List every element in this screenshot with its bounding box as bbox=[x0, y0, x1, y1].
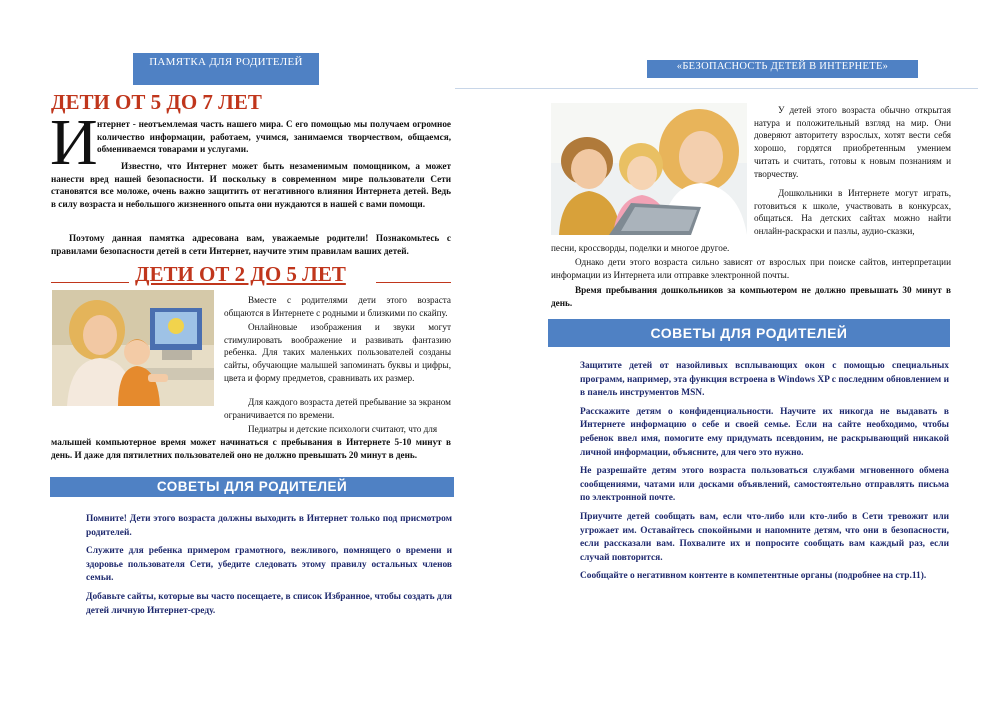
right-advice-header: СОВЕТЫ ДЛЯ РОДИТЕЛЕЙ bbox=[548, 319, 950, 347]
right-paragraph-2b: песни, кроссворды, поделки и многое другое. bbox=[551, 243, 730, 253]
title-2-5-line bbox=[51, 282, 129, 283]
right-advice-item: Сообщайте о негативном контенте в компетентные органы (подробнее на стр.11). bbox=[580, 571, 927, 582]
dropcap: И bbox=[50, 106, 98, 179]
title-2-5: ДЕТИ ОТ 2 ДО 5 ЛЕТ bbox=[135, 262, 346, 286]
title-5-7: ДЕТИ ОТ 5 ДО 7 ЛЕТ bbox=[51, 90, 262, 114]
intro-paragraph-1: нтернет - неотъемлемая часть нашего мира. С его помощью мы получаем огромное количество информации, работаем, учимся, занимаемся творчеством, общаемся, обмениваемся товарами и услугами. bbox=[97, 119, 451, 155]
right-header-tag: «БЕЗОПАСНОСТЬ ДЕТЕЙ В ИНТЕРНЕТЕ» bbox=[647, 60, 918, 78]
left-advice-header: СОВЕТЫ ДЛЯ РОДИТЕЛЕЙ bbox=[50, 477, 454, 497]
left-advice-item: Служите для ребенка примером грамотного, вежливого, помнящего о времени и здоровье пользователя Сети, убедите следовать этому правилу остальных членов семьи. bbox=[86, 546, 452, 584]
left-advice-list bbox=[86, 513, 452, 623]
right-paragraph-2a: Дошкольники в Интернете могут играть, готовиться к школе, участвовать в конкурсах, общаться. На детских сайтах можно найти онлайн-раскраски и пазлы, аудио-сказки, bbox=[754, 188, 951, 237]
body-paragraph-5: Онлайновые изображения и звуки могут стимулировать воображение и развивать фантазию ребенка. Для таких маленьких пользователей созданы сайты, обучающие малышей запоминать буквы и цифры, цвета и форму предметов, сравнивать их размер. bbox=[224, 322, 451, 383]
intro-paragraph-3: Поэтому данная памятка адресована вам, уважаемые родители! Познакомьтесь с правилами безопасности детей в сети Интернет, научите этим правилам ваших детей. bbox=[51, 233, 451, 256]
photo-mother-child-computer bbox=[52, 290, 214, 406]
left-advice-item: Помните! Дети этого возраста должны выходить в Интернет только под присмотром родителей. bbox=[86, 514, 452, 538]
photo-family-laptop bbox=[551, 103, 747, 235]
right-advice-item: Защитите детей от назойливых всплывающих окон с помощью специальных программ, например, эта функция встроена в Windows XP с последним обновлением и в панель инструментов MSN. bbox=[580, 361, 949, 399]
body-paragraph-7a: Педиатры и детские психологи считают, что для bbox=[248, 424, 438, 434]
left-advice-item: Добавьте сайты, которые вы часто посещаете, в список Избранное, чтобы создать для детей личную Интернет-среду. bbox=[86, 591, 452, 616]
left-header-tag: ПАМЯТКА ДЛЯ РОДИТЕЛЕЙ bbox=[133, 53, 319, 85]
right-paragraph-3: Однако дети этого возраста сильно зависят от взрослых при поиске сайтов, интерпретации информации из Интернета или отправке электронной почты. bbox=[551, 257, 951, 280]
right-advice-item: Расскажите детям о конфиденциальности. Научите их никогда не выдавать в Интернете информацию о себе и своей семье. Если на сайте необходимо, чтобы ребенок ввел имя, помогите ему придумать псевдоним, не раскрывающий никакой личной информации, объясните, для чего это нужно. bbox=[580, 406, 949, 458]
title-2-5-line-right bbox=[376, 282, 451, 283]
body-paragraph-4: Вместе с родителями дети этого возраста общаются в Интернете с родными и близкими по скайпу. bbox=[224, 295, 451, 318]
right-paragraph-4: Время пребывания дошкольников за компьютером не должно превышать 30 минут в день. bbox=[551, 285, 951, 308]
right-advice-item: Приучите детей сообщать вам, если что-либо или кто-либо в Сети тревожит или угрожает им. Оставайтесь спокойными и напомните детям, что они в безопасности, если рассказали вам. Похвалите их и попросите сообщать вам каждый раз, если случай повторится. bbox=[580, 511, 949, 563]
intro-paragraph-2: Известно, что Интернет может быть незаменимым помощником, а может нанести вред нашей безопасности. И поскольку в современном мире пользователи Сети становятся все моложе, очень важно защитить от негативного влияния Интернета детей. Ведь в силу возраста и небольшого жизненного опыта они нуждаются в нашей с вами помощи. bbox=[51, 161, 451, 210]
right-advice-list bbox=[580, 360, 949, 589]
right-advice-item: Не разрешайте детям этого возраста пользоваться службами мгновенного обмена сообщениями, чатами или досками объявлений, самостоятельно отправлять письма по электронной почте. bbox=[580, 466, 949, 504]
right-header-rule bbox=[455, 88, 978, 89]
body-paragraph-6: Для каждого возраста детей пребывание за экраном ограничивается по времени. bbox=[224, 397, 451, 420]
right-paragraph-1: У детей этого возраста обычно открытая натура и положительный взгляд на мир. Они доверяют авторитету взрослых, хотят вести себя хорошо, гордятся приобретенным умением читать и считать, готовы к новым познаниям и творчеству. bbox=[754, 105, 951, 179]
body-paragraph-7b: малышей компьютерное время может начинаться с пребывания в Интернете 5-10 минут в день. И даже для пятилетних пользователей оно не должно превышать 20 минут в день. bbox=[51, 437, 451, 460]
